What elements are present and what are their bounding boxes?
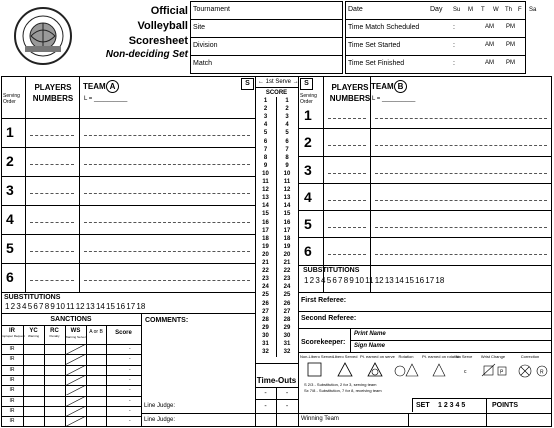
team-a-row-4: 4 bbox=[6, 211, 14, 227]
team-a-serving-order: Serving Order bbox=[3, 93, 20, 105]
col-score: Score bbox=[115, 330, 132, 336]
first-serve-text: 1st Serve bbox=[265, 79, 292, 85]
col-rc-sub: Penalty bbox=[49, 334, 60, 338]
score-cell-b[interactable]: 19 bbox=[283, 243, 291, 250]
second-referee-label[interactable]: Second Referee: bbox=[301, 315, 357, 322]
col-a-or-b: A or B bbox=[89, 329, 103, 335]
team-a-player-6-line[interactable] bbox=[30, 280, 74, 281]
timeout-a-2[interactable]: - bbox=[264, 403, 267, 410]
team-a-row-2: 2 bbox=[6, 153, 14, 169]
score-cell-b[interactable]: 11 bbox=[283, 179, 291, 185]
team-b-row-5: 5 bbox=[304, 216, 312, 232]
arrow-right-icon: → bbox=[292, 79, 299, 85]
pm-1[interactable]: PM bbox=[506, 24, 515, 30]
team-b-panel bbox=[298, 76, 552, 268]
score-cell-a[interactable]: 8 bbox=[263, 154, 268, 161]
legend-correction: Correction bbox=[520, 354, 540, 359]
score-cell-a[interactable]: 31 bbox=[262, 341, 269, 347]
team-b-rotation-6-line[interactable] bbox=[375, 254, 547, 255]
score-cell-a[interactable]: 15 bbox=[262, 211, 269, 218]
score-cell-a[interactable]: 32 bbox=[262, 349, 269, 356]
legend-non-libero: Non-Libero Served bbox=[300, 354, 334, 359]
day-th[interactable]: Th bbox=[505, 7, 513, 13]
sanction-ir[interactable]: IR bbox=[9, 418, 15, 425]
pm-2[interactable]: PM bbox=[506, 42, 515, 48]
sanction-row-divider bbox=[1, 426, 141, 427]
pm-3[interactable]: PM bbox=[506, 60, 515, 66]
team-b-player-4-line[interactable] bbox=[328, 200, 366, 201]
ws-slash bbox=[66, 406, 86, 416]
score-cell-b[interactable]: 18 bbox=[283, 235, 291, 242]
score-cell-b[interactable]: 23 bbox=[283, 276, 291, 283]
score-cell-a[interactable]: 6 bbox=[263, 138, 268, 145]
set-label: SET bbox=[416, 402, 430, 409]
sanction-ir[interactable]: IR bbox=[9, 346, 15, 352]
am-3[interactable]: AM bbox=[485, 60, 494, 66]
legend-rotation: Rotation bbox=[398, 354, 414, 359]
ws-slash bbox=[66, 385, 86, 395]
winning-team-field[interactable]: Winning Team bbox=[301, 416, 339, 422]
team-b-rotation-3-line[interactable] bbox=[375, 173, 547, 174]
score-cell-b[interactable]: 25 bbox=[283, 292, 291, 299]
subtitle: Non-deciding Set bbox=[105, 49, 188, 60]
comments-label: COMMENTS: bbox=[145, 317, 189, 324]
score-cell-a[interactable]: 22 bbox=[262, 268, 269, 275]
print-name-field[interactable]: Print Name bbox=[354, 331, 386, 337]
scorekeeper-label: Scorekeeper: bbox=[301, 339, 346, 346]
sanction-score[interactable]: - bbox=[129, 366, 131, 373]
score-cell-b[interactable]: 14 bbox=[283, 203, 291, 210]
first-serve-label bbox=[258, 79, 299, 85]
score-cell-a[interactable]: 18 bbox=[262, 235, 269, 242]
score-cell-a[interactable]: 4 bbox=[263, 122, 268, 129]
legend-pt-serve: Pt. earned on serve bbox=[360, 354, 395, 359]
score-cell-a[interactable]: 23 bbox=[262, 276, 269, 283]
score-cell-a[interactable]: 12 bbox=[262, 187, 269, 194]
am-2[interactable]: AM bbox=[485, 42, 494, 48]
col-ws-sub: Warning Server bbox=[65, 335, 86, 339]
legend-pt-rotation: Pt. earned on rotation bbox=[422, 354, 461, 359]
sanction-score[interactable]: - bbox=[129, 418, 131, 425]
sanction-score[interactable]: - bbox=[129, 397, 131, 404]
am-1[interactable]: AM bbox=[485, 24, 494, 30]
time-scheduled-label[interactable]: Time Match Scheduled bbox=[348, 24, 420, 31]
score-cell-b[interactable]: 8 bbox=[285, 154, 289, 161]
score-cell-b[interactable]: 3 bbox=[285, 114, 289, 121]
team-a-player-5-line[interactable] bbox=[30, 251, 74, 252]
match-field[interactable]: Match bbox=[193, 60, 213, 67]
team-a-rotation-3-line[interactable] bbox=[84, 193, 250, 194]
set-numbers[interactable]: 1 2 3 4 5 bbox=[438, 402, 466, 409]
score-cell-a[interactable]: 7 bbox=[263, 146, 268, 153]
score-cell-a[interactable]: 28 bbox=[262, 316, 269, 323]
team-b-serve-box[interactable]: S bbox=[300, 78, 313, 90]
team-a-player-1-line[interactable] bbox=[30, 135, 74, 136]
score-cell-b[interactable]: 26 bbox=[283, 300, 291, 307]
score-cell-b[interactable]: 30 bbox=[283, 332, 291, 339]
colon-1: : bbox=[453, 24, 455, 31]
sanction-ir[interactable]: IR bbox=[9, 407, 15, 414]
timeouts-label: Time-Outs bbox=[256, 376, 297, 385]
sanction-score[interactable]: - bbox=[129, 356, 131, 363]
score-cell-b[interactable]: 32 bbox=[283, 349, 291, 356]
svg-text:P: P bbox=[500, 369, 504, 376]
col-ws: WS bbox=[70, 328, 81, 334]
score-cell-a[interactable]: 2 bbox=[263, 106, 268, 113]
team-b-letter: B bbox=[394, 80, 407, 93]
day-f[interactable]: F bbox=[518, 7, 522, 13]
team-b-row-3: 3 bbox=[304, 162, 312, 178]
score-cell-a[interactable]: 27 bbox=[262, 308, 269, 315]
team-b-player-6-line[interactable] bbox=[328, 254, 366, 255]
line-judge-2-label[interactable]: Line Judge: bbox=[144, 417, 176, 423]
no-serve-symbol: c bbox=[464, 369, 467, 375]
legend-symbols bbox=[300, 360, 550, 380]
title-line-2: Volleyball bbox=[137, 20, 188, 32]
sanctions-heading: SANCTIONS bbox=[50, 316, 92, 323]
triangle-point-symbol bbox=[368, 363, 382, 376]
legend-no-serve: No Serve bbox=[455, 354, 473, 359]
score-cell-b[interactable]: 20 bbox=[283, 251, 291, 258]
team-b-row-4: 4 bbox=[304, 189, 312, 205]
team-b-team-label: TEAM bbox=[371, 82, 394, 91]
legend-wrist-change: Wrist Change bbox=[480, 354, 506, 359]
score-cell-b[interactable]: 7 bbox=[285, 146, 289, 153]
team-b-player-3-line[interactable] bbox=[328, 173, 366, 174]
ws-slash bbox=[66, 344, 86, 354]
day-su[interactable]: Su bbox=[453, 7, 461, 13]
division-field[interactable]: Division bbox=[193, 42, 218, 49]
day-w[interactable]: W bbox=[493, 7, 499, 13]
sanction-ir[interactable]: IR bbox=[9, 376, 15, 383]
team-a-rotation-2-line[interactable] bbox=[84, 164, 250, 165]
day-m[interactable]: M bbox=[468, 7, 473, 13]
score-cell-a[interactable]: 24 bbox=[262, 284, 269, 291]
score-heading: SCORE bbox=[265, 90, 288, 96]
score-cell-a[interactable]: 21 bbox=[262, 260, 269, 266]
points-label: POINTS bbox=[492, 402, 519, 409]
score-cell-a[interactable]: 9 bbox=[263, 162, 268, 169]
ws-slash bbox=[66, 416, 86, 426]
sanction-ir[interactable]: IR bbox=[9, 366, 15, 373]
score-cell-a[interactable]: 5 bbox=[263, 130, 268, 137]
circle-point-symbol bbox=[372, 369, 378, 375]
rotation-circle-symbol bbox=[395, 366, 405, 376]
score-cell-a[interactable]: 3 bbox=[263, 114, 268, 121]
team-a-rotation-6-line[interactable] bbox=[84, 280, 250, 281]
ws-slash bbox=[66, 365, 86, 375]
team-a-player-4-line[interactable] bbox=[30, 222, 74, 223]
team-a-numbers-heading: NUMBERS bbox=[32, 94, 74, 103]
score-cell-b[interactable]: 4 bbox=[285, 122, 289, 129]
team-b-rotation-2-line[interactable] bbox=[375, 145, 547, 146]
tournament-field[interactable]: Tournament bbox=[193, 6, 230, 13]
team-b-rotation-4-line[interactable] bbox=[375, 200, 547, 201]
sanction-score[interactable]: - bbox=[129, 387, 131, 394]
header bbox=[0, 0, 554, 76]
score-cell-b[interactable]: 16 bbox=[283, 219, 291, 226]
first-referee-label[interactable]: First Referee: bbox=[301, 297, 347, 304]
team-a-rotation-1-line[interactable] bbox=[84, 135, 250, 136]
team-b-row-2: 2 bbox=[304, 134, 312, 150]
team-a-players-heading: PLAYERS bbox=[34, 83, 72, 92]
day-sa[interactable]: Sa bbox=[529, 7, 537, 13]
team-a-libero-field[interactable]: L = __________ bbox=[84, 96, 128, 102]
ws-slash bbox=[66, 354, 86, 364]
team-a-serve-box[interactable]: S bbox=[241, 78, 254, 90]
score-cell-b[interactable]: 13 bbox=[283, 195, 291, 202]
time-started-label[interactable]: Time Set Started bbox=[348, 42, 401, 49]
title-line-1: Official bbox=[150, 5, 188, 17]
score-cell-b[interactable]: 21 bbox=[283, 260, 291, 266]
col-ir: IR bbox=[9, 328, 15, 334]
team-b-row-6: 6 bbox=[304, 243, 312, 259]
score-cell-b[interactable]: 2 bbox=[285, 106, 289, 113]
legend-libero: Libero Served bbox=[332, 354, 358, 359]
sanctions-table bbox=[1, 325, 141, 427]
team-a-row-3: 3 bbox=[6, 182, 14, 198]
score-cell-b[interactable]: 6 bbox=[285, 138, 289, 145]
team-a-row-5: 5 bbox=[6, 240, 14, 256]
team-b-serving-order: Serving Order bbox=[300, 93, 317, 105]
nyssva-logo bbox=[13, 6, 73, 66]
symbol-legend bbox=[300, 354, 550, 394]
score-cell-b[interactable]: 28 bbox=[283, 316, 291, 323]
score-cell-a[interactable]: 10 bbox=[262, 170, 269, 177]
rotation-point-symbol bbox=[433, 364, 445, 376]
team-a-substitutions-label: SUBSTITUTIONS bbox=[4, 294, 61, 301]
score-cell-a[interactable]: 14 bbox=[262, 203, 269, 210]
timeout-b-2[interactable]: - bbox=[285, 403, 289, 410]
col-yc: YC bbox=[29, 328, 38, 334]
team-b-rotation-1-line[interactable] bbox=[375, 118, 547, 119]
score-cell-a[interactable]: 17 bbox=[262, 227, 269, 234]
team-a-letter: A bbox=[106, 80, 119, 93]
team-b-rotation-5-line[interactable] bbox=[375, 227, 547, 228]
site-field[interactable]: Site bbox=[193, 24, 206, 31]
score-cell-a[interactable]: 20 bbox=[262, 251, 269, 258]
ws-slash bbox=[66, 375, 86, 385]
score-cell-b[interactable]: 9 bbox=[285, 162, 289, 169]
time-finished-label[interactable]: Time Set Finished bbox=[348, 60, 405, 67]
triangle-symbol bbox=[338, 363, 352, 376]
team-a-player-3-line[interactable] bbox=[30, 193, 74, 194]
col-yc-sub: Warning bbox=[27, 334, 40, 338]
score-cell-b[interactable]: 12 bbox=[283, 187, 291, 194]
score-cell-b[interactable]: 22 bbox=[283, 268, 291, 275]
timeout-a-1[interactable]: - bbox=[264, 390, 267, 397]
svg-text:R: R bbox=[540, 369, 544, 376]
team-a-row-1: 1 bbox=[6, 124, 14, 140]
sanction-score[interactable]: - bbox=[129, 376, 131, 383]
timeout-b-1[interactable]: - bbox=[285, 390, 289, 397]
title-line-3: Scoresheet bbox=[128, 35, 188, 47]
score-cell-b[interactable]: 24 bbox=[283, 284, 291, 291]
score-cell-b[interactable]: 17 bbox=[283, 227, 291, 234]
team-b-substitutions-label: SUBSTITUTIONS bbox=[303, 267, 360, 274]
rotation-triangle-symbol bbox=[406, 364, 418, 376]
team-b-player-1-line[interactable] bbox=[328, 118, 366, 119]
square-symbol bbox=[308, 363, 321, 376]
date-field[interactable]: Date bbox=[348, 6, 363, 13]
score-cell-a[interactable]: 26 bbox=[262, 300, 269, 307]
score-cell-a[interactable]: 30 bbox=[262, 332, 269, 339]
sanction-ir[interactable]: IR bbox=[9, 397, 15, 404]
legend-note-1: S 2/3 - Substitution, 2 for 3, serving team bbox=[304, 382, 377, 387]
team-a-rotation-5-line[interactable] bbox=[84, 251, 250, 252]
team-b-player-5-line[interactable] bbox=[328, 227, 366, 228]
sanction-ir[interactable]: IR bbox=[9, 387, 15, 394]
team-a-team-label: TEAM bbox=[83, 82, 106, 91]
score-cell-a[interactable]: 19 bbox=[262, 243, 269, 250]
ws-slash bbox=[66, 396, 86, 406]
team-b-players-heading: PLAYERS bbox=[331, 83, 369, 92]
line-judge-1-label[interactable]: Line Judge: bbox=[144, 403, 176, 409]
colon-3: : bbox=[453, 60, 455, 67]
col-ir-sub: Improper Request bbox=[1, 334, 26, 338]
score-cell-a[interactable]: 13 bbox=[262, 195, 269, 202]
score-cell-b[interactable]: 15 bbox=[283, 211, 291, 218]
score-cell-b[interactable]: 5 bbox=[285, 130, 289, 137]
sign-name-field[interactable]: Sign Name bbox=[354, 343, 386, 349]
team-b-numbers-heading: NUMBERS bbox=[329, 94, 371, 103]
arrow-left-icon: ← bbox=[258, 79, 264, 85]
day-label: Day bbox=[430, 6, 443, 13]
score-cell-a[interactable]: 1 bbox=[263, 98, 268, 104]
colon-2: : bbox=[453, 42, 455, 49]
score-cell-a[interactable]: 25 bbox=[262, 292, 269, 299]
team-b-substitution-numbers[interactable]: 1 2 3 4 5 6 7 8 9 10 11 12 13 14 15 16 17 18 bbox=[304, 276, 445, 285]
score-cell-a[interactable]: 11 bbox=[262, 179, 269, 185]
team-a-panel bbox=[1, 76, 255, 268]
score-cell-b[interactable]: 31 bbox=[283, 341, 291, 347]
legend-note-2: Sx 7/8 - Substitution, 7 for 8, receiving team bbox=[304, 388, 382, 393]
team-a-rotation-4-line[interactable] bbox=[84, 222, 250, 223]
team-a-row-6-label: 6 bbox=[6, 269, 14, 285]
day-t[interactable]: T bbox=[481, 7, 485, 13]
team-b-libero-field[interactable]: L = __________ bbox=[372, 96, 416, 102]
score-cell-b[interactable]: 10 bbox=[283, 170, 291, 177]
sanction-ir[interactable]: IR bbox=[9, 356, 15, 363]
score-cell-b[interactable]: 27 bbox=[283, 308, 291, 315]
team-a-substitution-numbers[interactable]: 1 2 3 4 5 6 7 8 9 10 11 12 13 14 15 16 17 18 bbox=[5, 302, 146, 311]
team-b-player-2-line[interactable] bbox=[328, 145, 366, 146]
team-b-row-1: 1 bbox=[304, 107, 312, 123]
score-cell-a[interactable]: 29 bbox=[262, 324, 269, 331]
sanction-score[interactable]: - bbox=[129, 346, 131, 352]
team-a-player-2-line[interactable] bbox=[30, 164, 74, 165]
sanction-score[interactable]: - bbox=[129, 407, 131, 414]
score-cell-b[interactable]: 29 bbox=[283, 324, 291, 331]
score-cell-b[interactable]: 1 bbox=[285, 98, 289, 104]
score-cell-a[interactable]: 16 bbox=[262, 219, 269, 226]
col-rc: RC bbox=[50, 328, 59, 334]
